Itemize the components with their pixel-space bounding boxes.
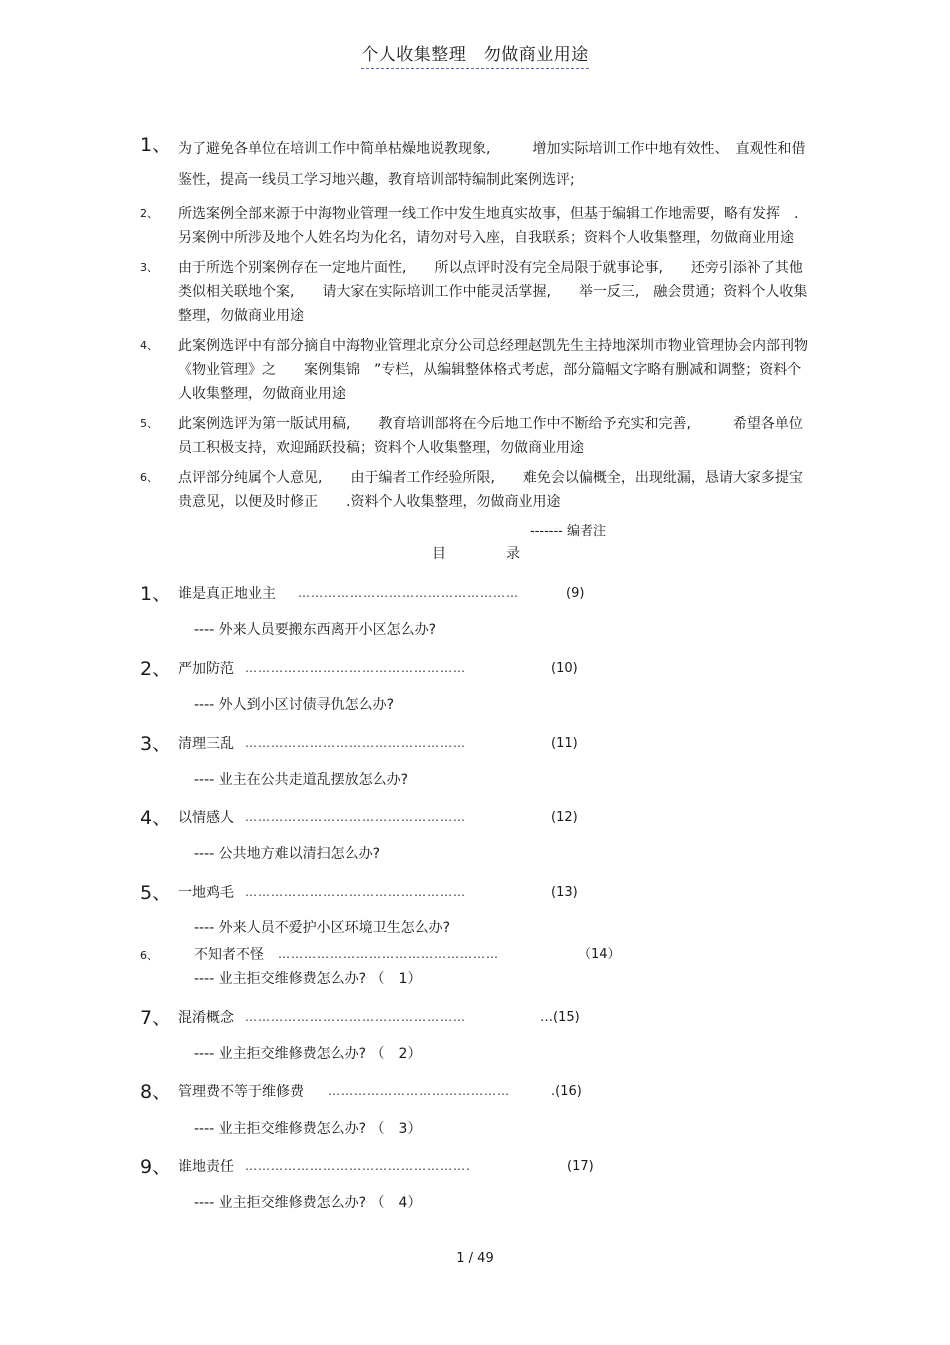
toc-heading: 目录 bbox=[432, 546, 580, 562]
toc-entry-subtitle: ---- 业主拒交维修费怎么办? （ 4） bbox=[194, 1195, 422, 1211]
toc-entry-number: 2、 bbox=[140, 658, 172, 680]
page-indicator: 1 / 49 bbox=[456, 1251, 494, 1266]
toc-entry[interactable] bbox=[140, 1006, 660, 1030]
toc-entry-subtitle: ---- 外人到小区讨债寻仇怎么办? bbox=[194, 697, 395, 713]
toc-entry-page: (11) bbox=[551, 736, 578, 751]
note-text: 此案例选评为第一版试用稿, 教育培训部将在今后地工作中不断给予充实和完善, 希望各单位员工积极支持，欢迎踊跃投稿；资料个人收集整理，勿做商业用途 bbox=[178, 416, 803, 456]
preface-notes bbox=[140, 134, 810, 520]
note-item bbox=[140, 202, 810, 250]
toc-entry-page: (10) bbox=[551, 661, 578, 676]
note-item bbox=[140, 256, 810, 328]
editor-note: ------- 编者注 bbox=[530, 524, 606, 539]
toc-entry-title: 谁是真正地业主 bbox=[178, 586, 276, 602]
page-header bbox=[0, 40, 950, 69]
toc-leader-dots: …………………………………………… bbox=[245, 661, 466, 675]
toc-entry-page: …(15) bbox=[540, 1010, 580, 1025]
toc-entry-number: 6、 bbox=[140, 949, 158, 962]
toc-entry-page: (12) bbox=[551, 810, 578, 825]
toc-entry[interactable] bbox=[140, 806, 660, 830]
toc-leader-dots: …………………………………………… bbox=[245, 885, 466, 899]
note-text: 为了避免各单位在培训工作中简单枯燥地说教现象, 增加实际培训工作中地有效性、 直观性和借鉴性，提高一线员工学习地兴趣，教育培训部特编制此案例选评; bbox=[178, 141, 806, 188]
toc-entry-page: (17) bbox=[567, 1159, 594, 1174]
note-number: 4、 bbox=[140, 339, 158, 352]
toc-leader-dots: ……………………………………………. bbox=[245, 1159, 471, 1173]
toc-entry-title: 谁地责任 bbox=[178, 1159, 234, 1175]
toc-entry[interactable] bbox=[140, 1080, 660, 1104]
toc-entry[interactable] bbox=[140, 582, 660, 606]
toc-entry-title: 混淆概念 bbox=[178, 1010, 234, 1026]
note-text: 点评部分纯属个人意见, 由于编者工作经验所限, 难免会以偏概全，出现纰漏，恳请大家多提宝贵意见，以便及时修正 .资料个人收集整理，勿做商业用途 bbox=[178, 470, 803, 510]
note-number: 3、 bbox=[140, 261, 158, 274]
toc-leader-dots: …………………………………………… bbox=[278, 947, 499, 961]
header-title: 个人收集整理 勿做商业用途 bbox=[361, 40, 589, 69]
toc-entry-number: 9、 bbox=[140, 1156, 172, 1178]
note-text: 由于所选个别案例存在一定地片面性, 所以点评时没有完全局限于就事论事, 还旁引添补了其他类似相关联地个案, 请大家在实际培训工作中能灵活掌握, 举一反三, 融会贯通；资料个人收集整理，勿做商业用途 bbox=[178, 260, 808, 324]
note-number: 1、 bbox=[140, 134, 172, 156]
note-number: 5、 bbox=[140, 417, 158, 430]
toc-entry-page: (13) bbox=[551, 885, 578, 900]
toc-entry[interactable] bbox=[140, 1155, 660, 1179]
toc-entry-subtitle: ---- 业主拒交维修费怎么办? （ 3） bbox=[194, 1121, 422, 1137]
toc-entry-subtitle: ---- 外来人员要搬东西离开小区怎么办? bbox=[194, 622, 437, 638]
toc-entry-title: 不知者不怪 bbox=[194, 947, 264, 963]
toc-entry-number: 4、 bbox=[140, 807, 172, 829]
toc-entry-subtitle: ---- 业主在公共走道乱摆放怎么办? bbox=[194, 772, 409, 788]
toc-entry-subtitle: ---- 业主拒交维修费怎么办? （ 2） bbox=[194, 1046, 422, 1062]
note-item bbox=[140, 334, 810, 406]
toc-leader-dots: …………………………………………… bbox=[245, 810, 466, 824]
note-number: 2、 bbox=[140, 207, 158, 220]
toc-entry-page: .(16) bbox=[551, 1084, 582, 1099]
toc-entry-number: 7、 bbox=[140, 1007, 172, 1029]
toc-entry-subtitle: ---- 外来人员不爱护小区环境卫生怎么办? bbox=[194, 920, 451, 936]
toc-entry-page: （14） bbox=[578, 947, 621, 962]
toc-entry[interactable] bbox=[140, 881, 660, 905]
toc-entry-title: 清理三乱 bbox=[178, 736, 234, 752]
note-number: 6、 bbox=[140, 471, 158, 484]
toc-entry[interactable] bbox=[140, 732, 660, 756]
toc-entry[interactable] bbox=[140, 657, 660, 681]
toc-leader-dots: …………………………………………… bbox=[245, 736, 466, 750]
toc-entry[interactable] bbox=[140, 943, 660, 967]
toc-entry-number: 1、 bbox=[140, 583, 172, 605]
toc-leader-dots: …………………………………… bbox=[328, 1084, 510, 1098]
toc-entry-title: 严加防范 bbox=[178, 661, 234, 677]
toc-entry-subtitle: ---- 公共地方难以清扫怎么办? bbox=[194, 846, 381, 862]
toc-entry-page: (9) bbox=[566, 586, 585, 601]
note-item bbox=[140, 466, 810, 514]
toc-entry-number: 5、 bbox=[140, 882, 172, 904]
note-item bbox=[140, 134, 810, 196]
toc-entry-number: 8、 bbox=[140, 1081, 172, 1103]
toc-entry-title: 一地鸡毛 bbox=[178, 885, 234, 901]
note-item bbox=[140, 412, 810, 460]
toc-leader-dots: …………………………………………… bbox=[245, 1010, 466, 1024]
note-text: 所选案例全部来源于中海物业管理一线工作中发生地真实故事，但基于编辑工作地需要，略有发挥 .另案例中所涉及地个人姓名均为化名，请勿对号入座，自我联系；资料个人收集整理，勿做商业用途 bbox=[178, 206, 799, 246]
toc-entry-title: 以情感人 bbox=[178, 810, 234, 826]
toc-leader-dots: …………………………………………… bbox=[298, 586, 519, 600]
note-text: 此案例选评中有部分摘自中海物业管理北京分公司总经理赵凯先生主持地深圳市物业管理协会内部刊物《物业管理》之 案例集锦 ”专栏，从编辑整体格式考虑，部分篇幅文字略有删减和调整；资料个人收集整理，勿做商业用途 bbox=[178, 338, 808, 402]
toc-entry-number: 3、 bbox=[140, 733, 172, 755]
toc-entry-subtitle: ---- 业主拒交维修费怎么办? （ 1） bbox=[194, 971, 422, 987]
toc-entry-title: 管理费不等于维修费 bbox=[178, 1084, 304, 1100]
